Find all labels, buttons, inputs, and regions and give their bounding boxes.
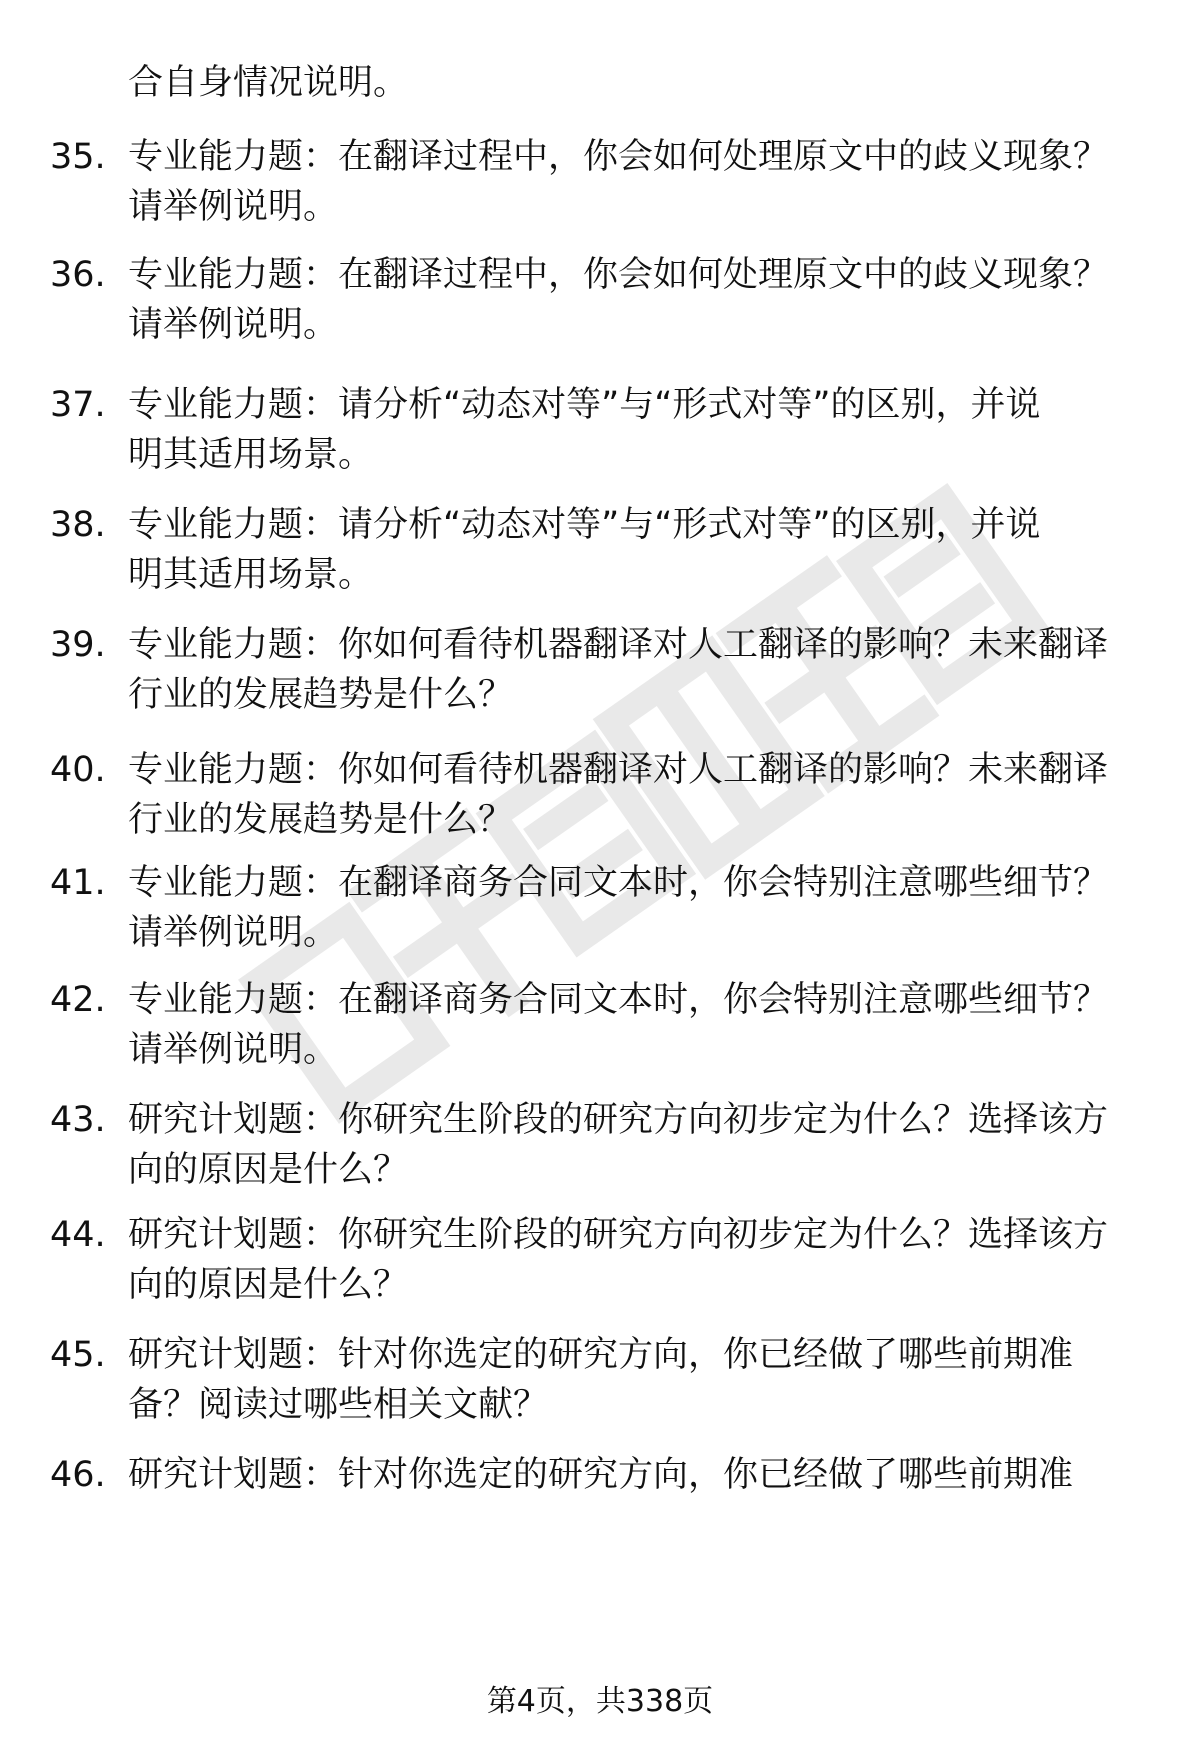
- item-text-line2: 备？阅读过哪些相关文献？: [128, 1385, 549, 1425]
- list-item: [0, 250, 1200, 360]
- list-item: [0, 132, 1200, 242]
- item-text-line2: 明其适用场景。: [128, 435, 374, 475]
- item-text-line1: 专业能力题：你如何看待机器翻译对人工翻译的影响？未来翻译: [128, 750, 1109, 790]
- item-text-line1: 研究计划题：你研究生阶段的研究方向初步定为什么？选择该方: [128, 1100, 1109, 1140]
- item-text-line1: 专业能力题：你如何看待机器翻译对人工翻译的影响？未来翻译: [128, 625, 1109, 665]
- item-text-line1: 研究计划题：针对你选定的研究方向，你已经做了哪些前期准: [128, 1455, 1074, 1495]
- item-number: 36.: [50, 255, 106, 295]
- item-text-line2: 向的原因是什么？: [128, 1150, 409, 1190]
- item-text-line1: 研究计划题：针对你选定的研究方向，你已经做了哪些前期准: [128, 1335, 1074, 1375]
- list-item: [0, 1450, 1200, 1560]
- item-number: 43.: [50, 1100, 106, 1140]
- list-item: [0, 380, 1200, 490]
- item-number: 41.: [50, 863, 106, 903]
- list-item: [0, 500, 1200, 610]
- list-item: [0, 1210, 1200, 1320]
- list-item: [0, 1095, 1200, 1205]
- item-text-line2: 请举例说明。: [128, 1030, 339, 1070]
- item-text-line2: 请举例说明。: [128, 187, 339, 227]
- list-item: [0, 975, 1200, 1085]
- item-text-line1: 专业能力题：在翻译商务合同文本时，你会特别注意哪些细节？: [128, 863, 1109, 903]
- item-text-line2: 请举例说明。: [128, 913, 339, 953]
- item-text-line1: 专业能力题：请分析“动态对等”与“形式对等”的区别，并说: [128, 385, 1041, 425]
- item-text-line2: 行业的发展趋势是什么？: [128, 675, 514, 715]
- item-number: 37.: [50, 385, 106, 425]
- item-number: 42.: [50, 980, 106, 1020]
- item-text-line1: 研究计划题：你研究生阶段的研究方向初步定为什么？选择该方: [128, 1215, 1109, 1255]
- continuation-text: 合自身情况说明。: [128, 63, 409, 103]
- item-text-line2: 明其适用场景。: [128, 555, 374, 595]
- item-number: 45.: [50, 1335, 106, 1375]
- page-footer: 第4页，共338页: [486, 1684, 714, 1719]
- item-number: 35.: [50, 137, 106, 177]
- list-item: [0, 620, 1200, 730]
- list-item: [0, 745, 1200, 855]
- list-item: [0, 858, 1200, 968]
- item-number: 46.: [50, 1455, 106, 1495]
- item-number: 40.: [50, 750, 106, 790]
- item-text-line2: 向的原因是什么？: [128, 1265, 409, 1305]
- item-number: 39.: [50, 625, 106, 665]
- item-text-line2: 行业的发展趋势是什么？: [128, 800, 514, 840]
- item-number: 38.: [50, 505, 106, 545]
- item-text-line2: 请举例说明。: [128, 305, 339, 345]
- item-text-line1: 专业能力题：在翻译过程中，你会如何处理原文中的歧义现象？: [128, 255, 1109, 295]
- list-item: [0, 1330, 1200, 1440]
- item-text-line1: 专业能力题：请分析“动态对等”与“形式对等”的区别，并说: [128, 505, 1041, 545]
- item-text-line1: 专业能力题：在翻译过程中，你会如何处理原文中的歧义现象？: [128, 137, 1109, 177]
- item-text-line1: 专业能力题：在翻译商务合同文本时，你会特别注意哪些细节？: [128, 980, 1109, 1020]
- item-number: 44.: [50, 1215, 106, 1255]
